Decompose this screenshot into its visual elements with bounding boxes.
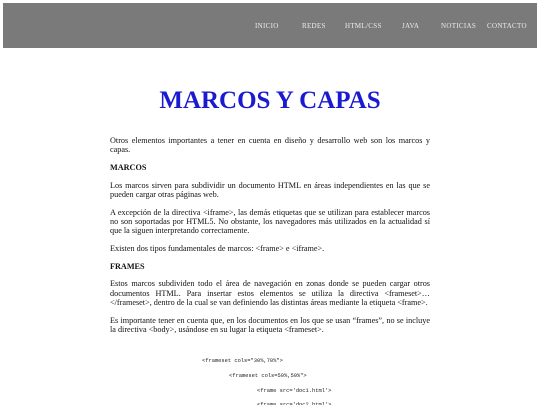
frames-heading: FRAMES — [110, 261, 145, 271]
article-body — [110, 136, 430, 343]
nav-item-java[interactable]: JAVA — [402, 22, 420, 30]
frames-paragraph-1: Estos marcos subdividen todo el área de navegación en zonas donde se pueden cargar otros documentos HTML. Para insertar estos elementos se utiliza la directiva <frameset>…</frameset>, dentro de la cual se van definiendo las distintas áreas mediante la etiqueta <frame>. — [110, 279, 430, 307]
marcos-heading: MARCOS — [110, 163, 147, 172]
code-line: <frame src='doc1.html'> — [257, 388, 332, 394]
code-line: <frame src='doc2.html'> — [257, 402, 332, 405]
nav-item-contacto[interactable]: CONTACTO — [487, 22, 527, 30]
page-title: MARCOS Y CAPAS — [159, 87, 381, 114]
marcos-paragraph-1: Los marcos sirven para subdividir un documento HTML en áreas independientes en las que se pueden cargar otras páginas web. — [110, 180, 430, 199]
nav-item-noticias[interactable]: NOTICIAS — [441, 22, 477, 30]
code-line: <frameset cols=50%,50%"> — [229, 373, 307, 379]
marcos-paragraph-2: A excepción de la directiva <iframe>, las demás etiquetas que se utilizan para establecer marcos no son soportadas por HTML5. No obstante, los navegadores más utilizados en la actualidad sí que la siguen interpretando correctamente. — [110, 207, 430, 236]
nav-item-html-css[interactable]: HTML/CSS — [345, 22, 382, 30]
marcos-paragraph-3: Existen dos tipos fundamentales de marcos: <frame> e <iframe>. — [110, 244, 325, 253]
code-line: <frameset cols="30%,70%"> — [202, 358, 283, 364]
intro-paragraph: Otros elementos importantes a tener en cuenta en diseño y desarrollo web son los marcos y capas. — [110, 136, 430, 155]
nav-item-redes[interactable]: REDES — [302, 22, 326, 30]
frames-paragraph-2: Es importante tener en cuenta que, en los documentos en los que se usan “frames”, no se incluye la directiva <body>, usándose en su lugar la etiqueta <frameset>. — [110, 315, 430, 334]
top-navbar — [3, 3, 537, 48]
nav-item-inicio[interactable]: INICIO — [255, 22, 279, 30]
